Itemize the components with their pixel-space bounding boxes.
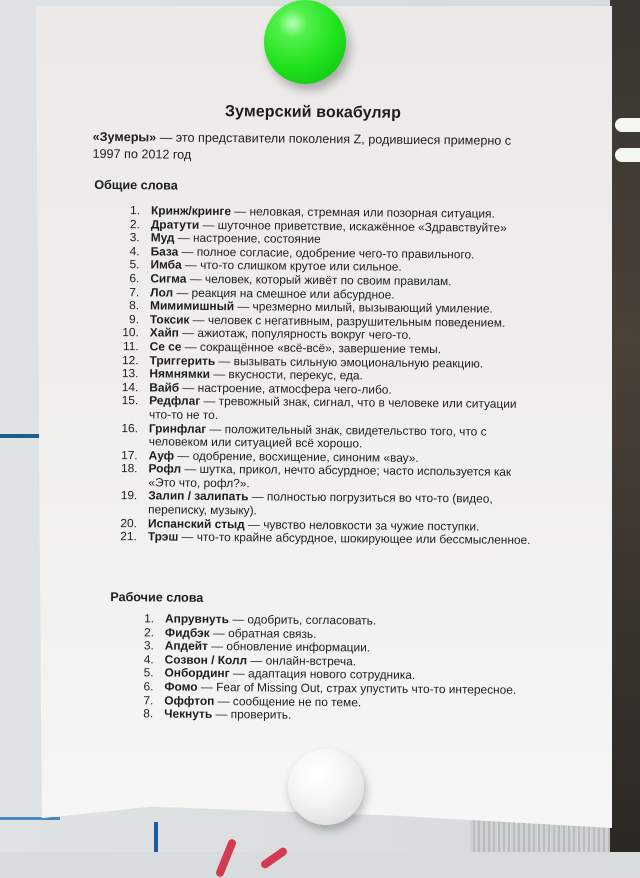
list-item: 1. Апрувнуть — одобрить, согласовать.	[144, 611, 377, 628]
list-item: 4. База — полное согласие, одобрение чего-то правильного.	[129, 243, 475, 262]
section-heading-general: Общие слова	[94, 177, 178, 193]
section-heading-work: Рабочие слова	[110, 589, 204, 605]
list-item: 2. Фидбэк — обратная связь.	[143, 624, 317, 641]
list-item: 7. Лол — реакция на смешное или абсурдное.	[129, 284, 395, 302]
list-item: 5. Онбординг — адаптация нового сотрудника.	[143, 665, 416, 683]
list-item: 6. Сигма — человек, который живёт по своим правилам.	[129, 271, 452, 289]
list-item: 14. Вайб — настроение, атмосфера чего-либо.	[121, 379, 392, 397]
list-item: 16. Гринфлаг — положительный знак, свидетельство того, что с человеком или ситуацией всё хорошо.	[121, 420, 487, 451]
green-magnet	[264, 0, 346, 84]
intro-text: — это представители поколения Z, родившиеся примерно с 1997 по 2012 год	[92, 130, 512, 162]
white-magnet	[288, 749, 364, 825]
list-item: 21. Трэш — что-то крайне абсурдное, шокирующее или бессмысленное.	[120, 529, 531, 548]
list-item: 4. Созвон / Колл — онлайн-встреча.	[143, 652, 357, 669]
work-words-list	[127, 612, 528, 725]
list-item: 8. Мимимишный — чрезмерно милый, вызывающий умиление.	[129, 298, 493, 316]
list-item: 6. Фомо — Fear of Missing Out, страх упустить что-то интересное.	[143, 679, 517, 697]
list-item: 5. Имба — что-то слишком крутое или сильное.	[129, 257, 402, 275]
intro-paragraph	[92, 129, 512, 167]
general-words-list	[111, 204, 534, 548]
intro-term: «Зумеры»	[92, 129, 157, 145]
list-item: 17. Ауф — одобрение, восхищение, синоним «вау».	[121, 447, 419, 465]
list-item: 20. Испанский стыд — чувство неловкости за чужие поступки.	[120, 515, 480, 534]
list-item: 7. Оффтоп — сообщение не по теме.	[143, 692, 362, 709]
list-item: 9. Токсик — человек с негативным, разрушительным поведением.	[128, 311, 506, 330]
list-item: 18. Рофл — шутка, прикол, нечто абсурдное; часто используется как «Это что, рофл?».	[120, 461, 512, 491]
list-item: 1. Кринж/кринге — неловкая, стремная или позорная ситуация.	[130, 203, 495, 221]
list-item: 13. Нямнямки — вкусности, перекус, еда.	[121, 366, 363, 383]
list-item: 11. Се се — сокращённое «всё-всё», завершение темы.	[122, 339, 442, 357]
document-title: Зумерский вокабуляр	[224, 103, 402, 122]
list-item: 12. Триггерить — вызывать сильную эмоциональную реакцию.	[121, 352, 484, 371]
list-item: 15. Редфлаг — тревожный знак, сигнал, что в человеке или ситуации что-то не то.	[121, 393, 517, 422]
list-item: 19. Залип / залипать — полностью погрузиться во что-то (видео, переписку, музыку).	[120, 488, 493, 518]
list-item: 10. Хайп — ажиотаж, популярность вокруг чего-то.	[122, 325, 412, 343]
list-item: 2. Дратути — шуточное приветствие, искажённое «Здравствуйте»	[129, 216, 507, 235]
list-item: 3. Апдейт — обновление информации.	[143, 638, 371, 655]
list-item: 8. Чекнуть — проверить.	[143, 706, 292, 722]
list-item: 3. Муд — настроение, состояние	[129, 230, 321, 247]
